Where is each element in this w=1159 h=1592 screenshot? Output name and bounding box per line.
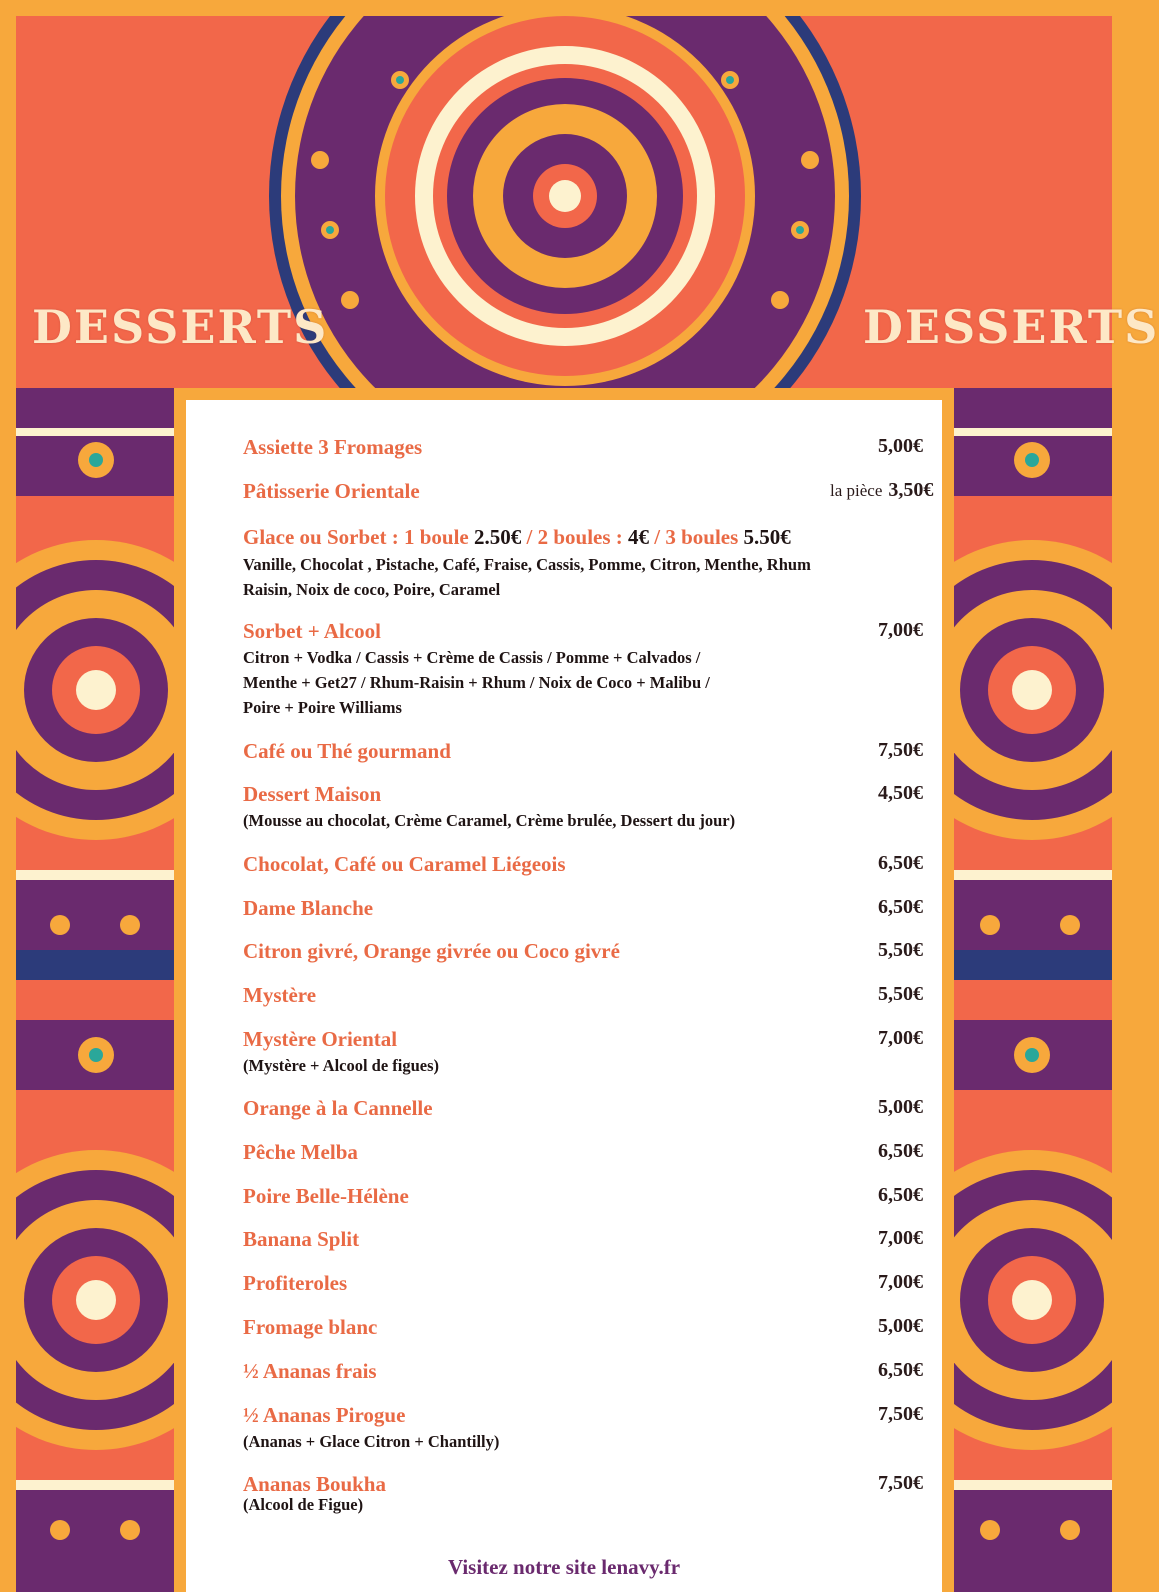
item-description: (Ananas + Glace Citron + Chantilly) (243, 1432, 500, 1451)
item-name: Pêche Melba (243, 1140, 358, 1164)
page-title-left: DESSERTS (32, 300, 329, 354)
item-price: 7,00€ (878, 619, 923, 641)
item-name: Ananas Boukha (243, 1472, 386, 1496)
item-description: Poire + Poire Williams (243, 698, 402, 717)
item-price: 6,50€ (878, 1184, 923, 1206)
item-name: ½ Ananas Pirogue (243, 1403, 406, 1427)
item-price: 5,00€ (878, 435, 923, 457)
item-price: 6,50€ (878, 1359, 923, 1381)
item-price: 5,00€ (878, 1096, 923, 1118)
item-name: Pâtisserie Orientale (243, 479, 420, 503)
item-price: 7,50€ (878, 1403, 923, 1425)
item-price: 6,50€ (878, 1140, 923, 1162)
item-price: 7,00€ (878, 1271, 923, 1293)
item-price (830, 479, 934, 502)
item-name: Chocolat, Café ou Caramel Liégeois (243, 852, 566, 876)
glace-sep-1: / 2 boules : (526, 525, 623, 549)
glace-sep-2: / 3 boules (654, 525, 739, 549)
item-price: 7,50€ (878, 1472, 923, 1494)
item-price: 5,00€ (878, 1315, 923, 1337)
footer-website: Visitez notre site lenavy.fr (447, 1555, 681, 1579)
item-price: 6,50€ (878, 896, 923, 918)
item-description: Citron + Vodka / Cassis + Crème de Cassis / Pomme + Calvados / (243, 648, 701, 667)
unit-label: la pièce (830, 481, 883, 500)
item-name: Orange à la Cannelle (243, 1096, 433, 1120)
item-name: Dame Blanche (243, 896, 374, 920)
item-name: Profiteroles (243, 1271, 348, 1295)
item-description: Vanille, Chocolat , Pistache, Café, Fraise, Cassis, Pomme, Citron, Menthe, Rhum (243, 555, 811, 574)
item-price: 5,50€ (878, 983, 923, 1005)
page-title-right: DESSERTS (863, 300, 1159, 354)
price-value: 3,50€ (888, 479, 934, 501)
glace-heading (243, 525, 791, 550)
item-name: Poire Belle-Hélène (243, 1184, 409, 1208)
item-price: 7,50€ (878, 739, 923, 761)
item-name: Sorbet + Alcool (243, 619, 381, 643)
item-name: Dessert Maison (243, 782, 382, 806)
item-name: Mystère (243, 983, 317, 1007)
item-price: 4,50€ (878, 782, 923, 804)
item-description: (Mousse au chocolat, Crème Caramel, Crème brulée, Dessert du jour) (243, 811, 736, 830)
item-price: 6,50€ (878, 852, 923, 874)
item-name: Citron givré, Orange givrée ou Coco givré (243, 939, 620, 963)
item-name: ½ Ananas frais (243, 1359, 377, 1383)
item-name: Assiette 3 Fromages (243, 435, 423, 459)
item-price: 5,50€ (878, 939, 923, 961)
item-name: Café ou Thé gourmand (243, 739, 451, 763)
item-name: Fromage blanc (243, 1315, 378, 1339)
item-price: 7,00€ (878, 1227, 923, 1249)
item-description: (Alcool de Figue) (243, 1495, 364, 1514)
glace-price-3: 5.50€ (743, 525, 791, 549)
glace-label: Glace ou Sorbet : 1 boule (243, 525, 469, 549)
item-description: (Mystère + Alcool de figues) (243, 1056, 440, 1075)
glace-price-2: 4€ (628, 525, 650, 549)
item-description: Menthe + Get27 / Rhum-Raisin + Rhum / Noix de Coco + Malibu / (243, 673, 710, 692)
item-name: Banana Split (243, 1227, 360, 1251)
item-name: Mystère Oriental (243, 1027, 398, 1051)
glace-price-1: 2.50€ (474, 525, 522, 549)
item-description: Raisin, Noix de coco, Poire, Caramel (243, 580, 501, 599)
item-price: 7,00€ (878, 1027, 923, 1049)
